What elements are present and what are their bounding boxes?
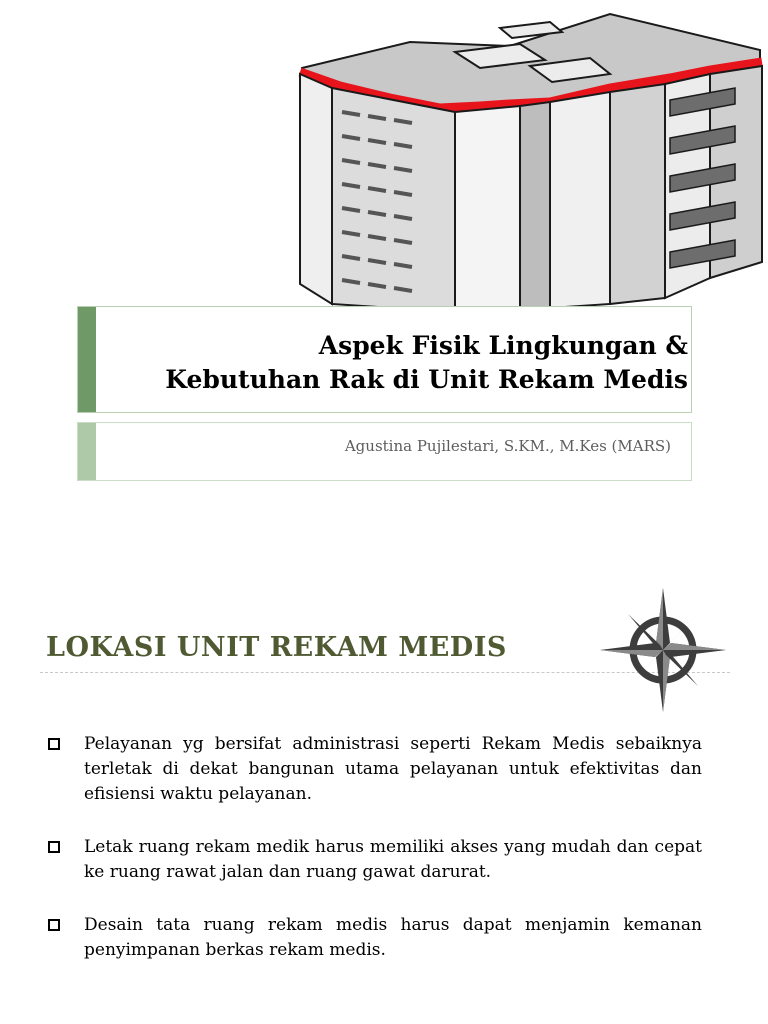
list-item [46,835,702,885]
subtitle-box [77,422,692,481]
slide-title-line-2: Kebutuhan Rak di Unit Rekam Medis [165,365,688,394]
subtitle-accent-bar [78,423,96,480]
bullet-text: Pelayanan yg bersifat administrasi seperti Rekam Medis sebaiknya terletak di dekat bangunan utama pelayanan untuk efektivitas dan efisiensi waktu pelayanan. [84,734,702,804]
slide-title [98,329,688,397]
slide-title-line-1: Aspek Fisik Lingkungan & [318,331,688,360]
title-box [77,306,692,413]
checkbox-bullet-icon [48,919,60,931]
checkbox-bullet-icon [48,841,60,853]
bullet-text: Letak ruang rekam medik harus memiliki akses yang mudah dan cepat ke ruang rawat jalan dan ruang gawat darurat. [84,837,702,882]
bullet-text: Desain tata ruang rekam medis harus dapat menjamin kemanan penyimpanan berkas rekam medis. [84,915,702,960]
author-name: Agustina Pujilestari, S.KM., M.Kes (MARS) [344,437,671,455]
list-item [46,913,702,963]
checkbox-bullet-icon [48,738,60,750]
section-heading: LOKASI UNIT REKAM MEDIS [46,632,507,663]
content-slide [0,560,768,1024]
bullet-list [46,732,702,991]
title-accent-bar [78,307,96,412]
compass-icon [598,586,728,716]
list-item [46,732,702,807]
hospital-building-icon [290,8,768,330]
